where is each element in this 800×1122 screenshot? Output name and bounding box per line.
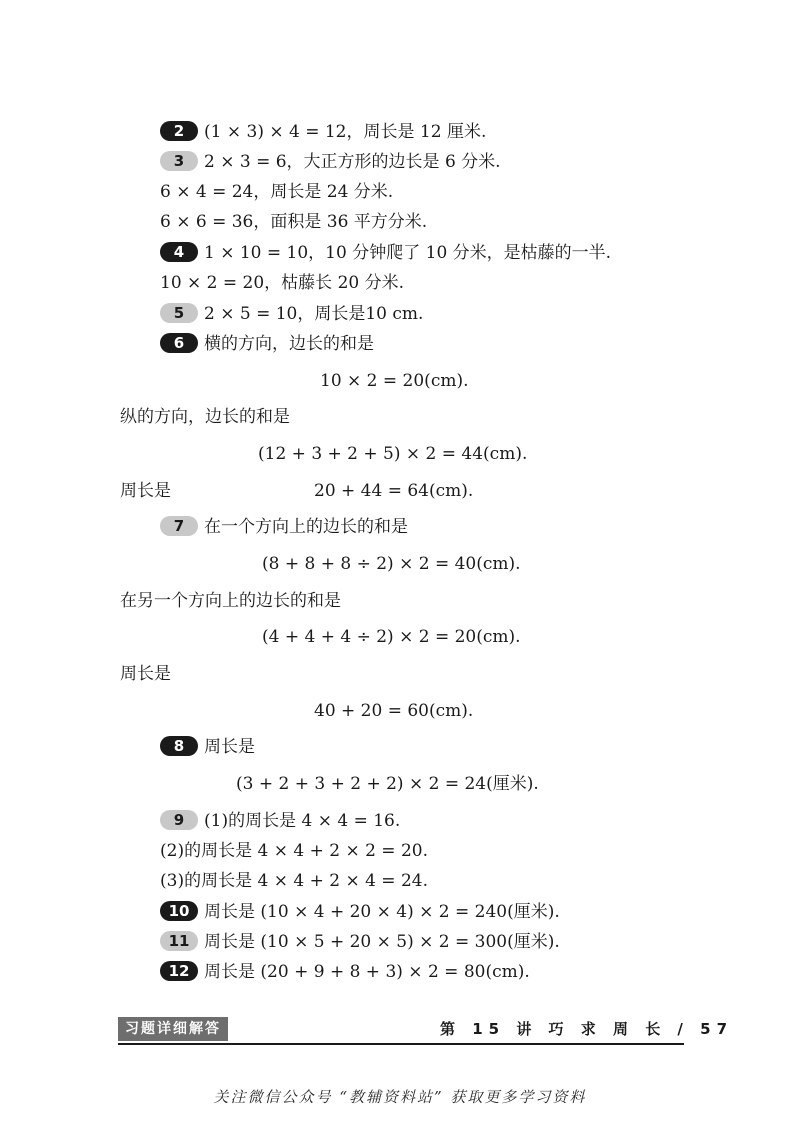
answer-7-equation-2: (4 + 4 + 4 ÷ 2) × 2 = 20(cm). — [262, 627, 521, 647]
answer-7-equation-1: (8 + 8 + 8 ÷ 2) × 2 = 40(cm). — [262, 554, 521, 574]
answer-6-line-3: 纵的方向，边长的和是 — [120, 407, 290, 427]
answer-9-line-3: (3)的周长是 4 × 4 + 2 × 4 = 24. — [160, 871, 428, 891]
answer-7-line-3: 在另一个方向上的边长的和是 — [120, 591, 341, 611]
answer-12 — [160, 958, 530, 986]
lecture-title-page-number: 第 15 讲 巧 求 周 长 / 57 — [440, 1020, 734, 1038]
number-badge-8: 8 — [160, 736, 198, 756]
answer-4-text: 1 × 10 = 10，10 分钟爬了 10 分米，是枯藤的一半. — [204, 243, 612, 263]
number-badge-2: 2 — [160, 121, 198, 141]
number-badge-10: 10 — [160, 901, 198, 921]
answer-7-perimeter-label: 周长是 — [120, 664, 171, 684]
answer-7-equation-3: 40 + 20 = 60(cm). — [314, 701, 474, 721]
number-badge-4: 4 — [160, 242, 198, 262]
answer-3-text: 2 × 3 = 6，大正方形的边长是 6 分米. — [204, 152, 501, 172]
answer-4 — [160, 239, 611, 267]
number-badge-9: 9 — [160, 810, 198, 830]
answer-10-text: 周长是 (10 × 4 + 20 × 4) × 2 = 240(厘米). — [204, 902, 560, 922]
answer-11 — [160, 928, 560, 956]
answer-11-text: 周长是 (10 × 5 + 20 × 5) × 2 = 300(厘米). — [204, 932, 560, 952]
number-badge-7: 7 — [160, 516, 198, 536]
answer-6-equation-3: 20 + 44 = 64(cm). — [314, 481, 474, 501]
answer-7 — [160, 513, 408, 541]
answer-6-perimeter-label: 周长是 — [120, 481, 171, 501]
answer-10 — [160, 898, 560, 926]
answer-5-text: 2 × 5 = 10，周长是10 cm. — [204, 304, 424, 324]
section-tag: 习题详细解答 — [118, 1017, 228, 1041]
answer-3 — [160, 148, 501, 176]
answer-5 — [160, 300, 423, 328]
answer-2 — [160, 118, 486, 146]
answer-6 — [160, 330, 374, 358]
number-badge-12: 12 — [160, 961, 198, 981]
answer-9-text: (1)的周长是 4 × 4 = 16. — [204, 811, 401, 831]
number-badge-6: 6 — [160, 333, 198, 353]
answer-9-line-2: (2)的周长是 4 × 4 + 2 × 2 = 20. — [160, 841, 428, 861]
number-badge-5: 5 — [160, 303, 198, 323]
watermark-text: 关注微信公众号 “教辅资料站” 获取更多学习资料 — [213, 1088, 587, 1106]
footer-divider — [118, 1043, 684, 1045]
answer-6-equation-1: 10 × 2 = 20(cm). — [320, 371, 469, 391]
answer-8-equation: (3 + 2 + 3 + 2 + 2) × 2 = 24(厘米). — [236, 774, 539, 794]
answer-7-text: 在一个方向上的边长的和是 — [204, 517, 408, 537]
answer-8 — [160, 733, 255, 761]
answer-3-line-2: 6 × 4 = 24，周长是 24 分米. — [160, 182, 394, 202]
answer-9 — [160, 807, 400, 835]
answer-2-text: (1 × 3) × 4 = 12，周长是 12 厘米. — [204, 122, 487, 142]
answer-4-line-2: 10 × 2 = 20，枯藤长 20 分米. — [160, 273, 405, 293]
number-badge-3: 3 — [160, 151, 198, 171]
answer-6-equation-2: (12 + 3 + 2 + 5) × 2 = 44(cm). — [258, 444, 528, 464]
answer-3-line-3: 6 × 6 = 36，面积是 36 平方分米. — [160, 212, 428, 232]
answer-12-text: 周长是 (20 + 9 + 8 + 3) × 2 = 80(cm). — [204, 962, 530, 982]
number-badge-11: 11 — [160, 931, 198, 951]
answer-8-text: 周长是 — [204, 737, 255, 757]
answer-6-text: 横的方向，边长的和是 — [204, 334, 374, 354]
